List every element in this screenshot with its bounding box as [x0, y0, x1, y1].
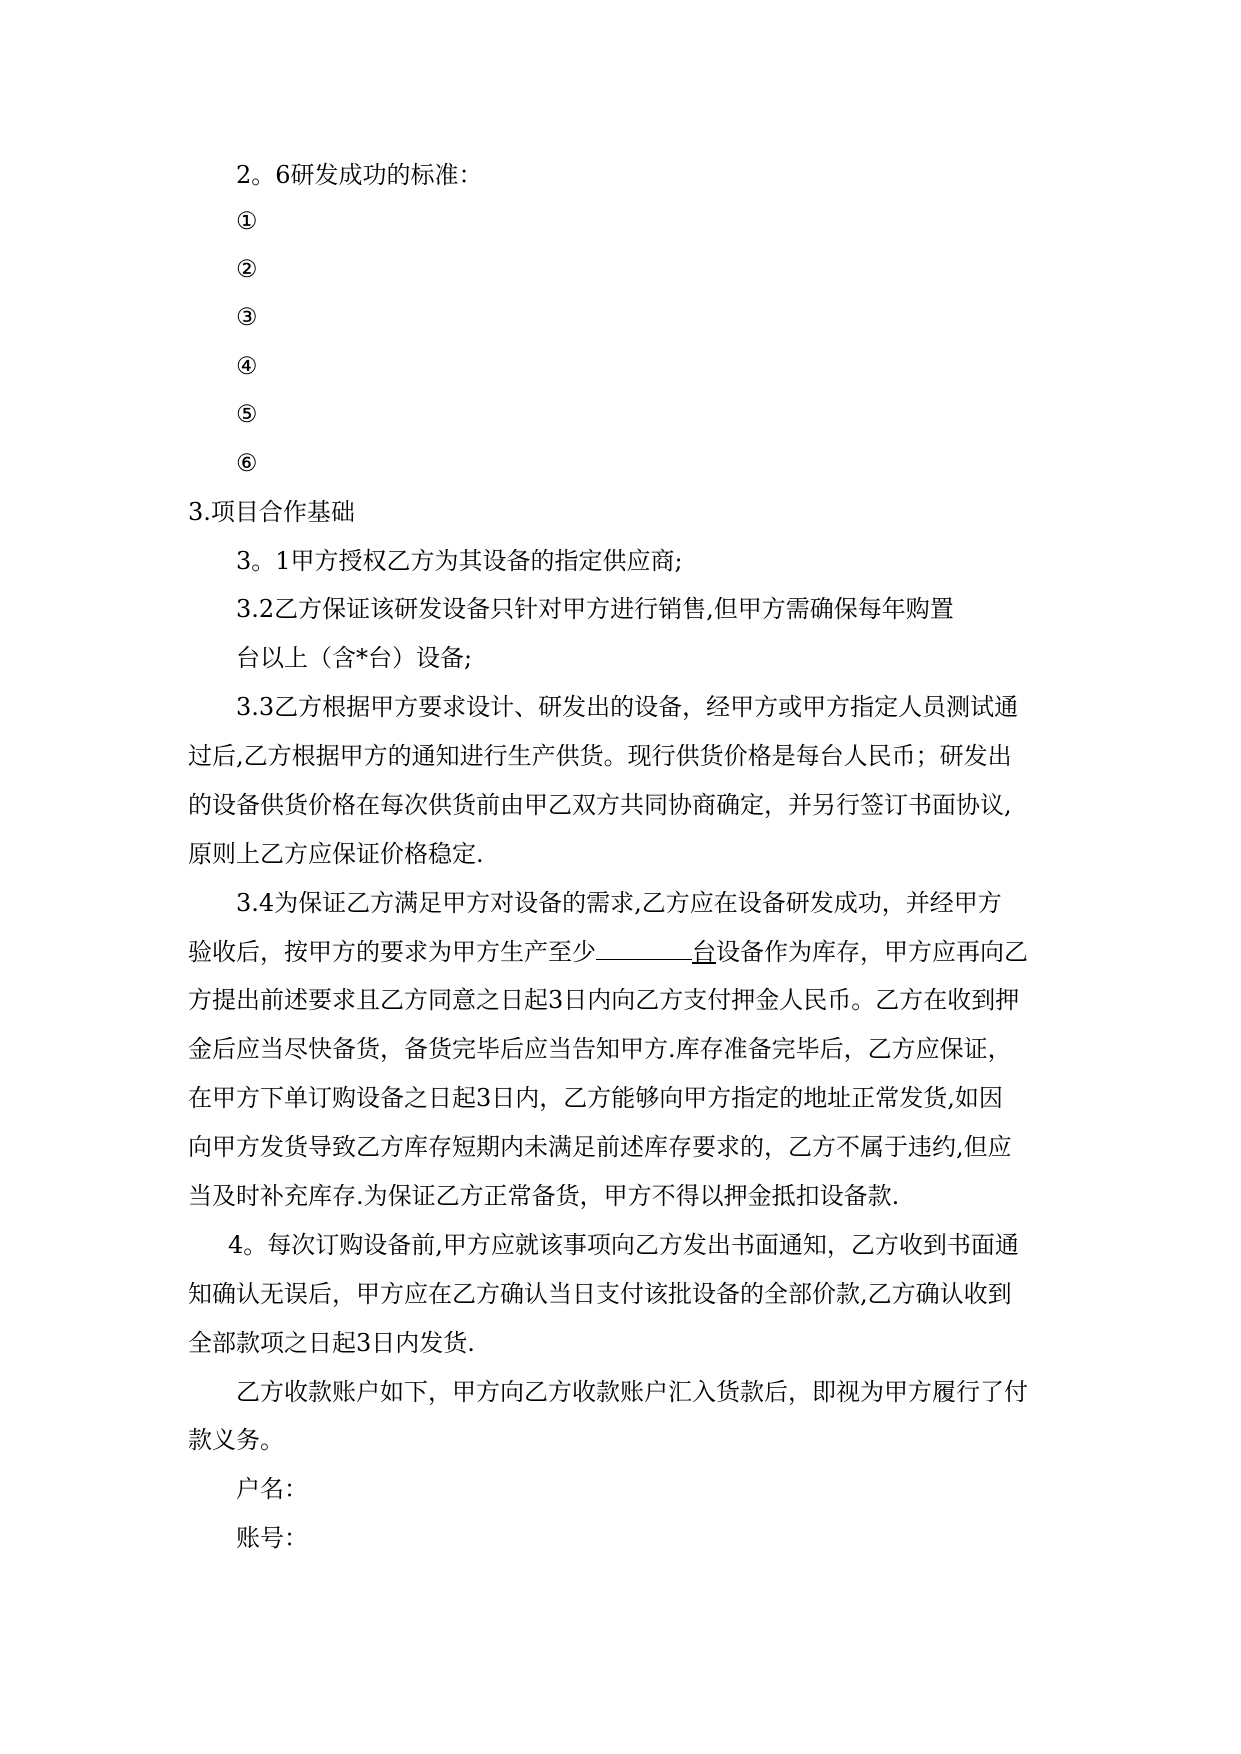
section-4-line: 知确认无误后，甲方应在乙方确认当日支付该批设备的全部价款,乙方确认收到 — [188, 1280, 1012, 1308]
section-2-6: 2。6研发成功的标准： — [236, 161, 483, 189]
section-3-3-line: 的设备供货价格在每次供货前由甲乙双方共同协商确定，并另行签订书面协议, — [188, 791, 1012, 819]
list-item: ③ — [236, 303, 258, 331]
list-item: ① — [236, 207, 258, 235]
account-intro-line: 乙方收款账户如下，甲方向乙方收款账户汇入货款后，即视为甲方履行了付 — [236, 1378, 1028, 1406]
section-3-4-line: 3.4为保证乙方满足甲方对设备的需求,乙方应在设备研发成功，并经甲方 — [236, 889, 1002, 917]
section-3-4-text: 设备作为库存，甲方应再向乙 — [716, 938, 1028, 966]
section-3-3-line: 3.3乙方根据甲方要求设计、研发出的设备，经甲方或甲方指定人员测试通 — [236, 693, 1019, 721]
section-3-4-text: 验收后，按甲方的要求为甲方生产至少 — [188, 938, 596, 966]
section-3-4-line — [188, 937, 1028, 967]
list-item: ⑤ — [236, 400, 258, 428]
section-4-line: 全部款项之日起3日内发货. — [188, 1329, 475, 1357]
section-4-line: 4。每次订购设备前,甲方应就该事项向乙方发出书面通知，乙方收到书面通 — [228, 1231, 1019, 1259]
unit-label: 台 — [692, 938, 716, 966]
section-3-2-line: 台以上（含*台）设备; — [236, 644, 473, 672]
list-item: ⑥ — [236, 449, 258, 477]
section-3-3-line: 原则上乙方应保证价格稳定. — [188, 840, 484, 868]
section-3-4-line: 在甲方下单订购设备之日起3日内，乙方能够向甲方指定的地址正常发货,如因 — [188, 1084, 1003, 1112]
list-item: ② — [236, 255, 258, 283]
section-3-3-line: 过后,乙方根据甲方的通知进行生产供货。现行供货价格是每台人民币；研发出 — [188, 742, 1012, 770]
section-3-heading: 3.项目合作基础 — [188, 498, 355, 526]
section-3-1: 3。1甲方授权乙方为其设备的指定供应商; — [236, 547, 683, 575]
list-item: ④ — [236, 352, 258, 380]
quantity-blank — [596, 937, 692, 960]
section-3-4-line: 当及时补充库存.为保证乙方正常备货，甲方不得以押金抵扣设备款. — [188, 1182, 900, 1210]
section-3-4-line: 金后应当尽快备货，备货完毕后应当告知甲方.库存准备完毕后，乙方应保证， — [188, 1035, 1012, 1063]
section-3-2-line: 3.2乙方保证该研发设备只针对甲方进行销售,但甲方需确保每年购置 — [236, 595, 954, 623]
section-3-4-line: 方提出前述要求且乙方同意之日起3日内向乙方支付押金人民币。乙方在收到押 — [188, 986, 1020, 1014]
section-3-4-line: 向甲方发货导致乙方库存短期内未满足前述库存要求的，乙方不属于违约,但应 — [188, 1133, 1012, 1161]
account-intro-line: 款义务。 — [188, 1426, 284, 1454]
account-name-label: 户名： — [236, 1475, 308, 1503]
account-number-label: 账号： — [236, 1524, 308, 1552]
